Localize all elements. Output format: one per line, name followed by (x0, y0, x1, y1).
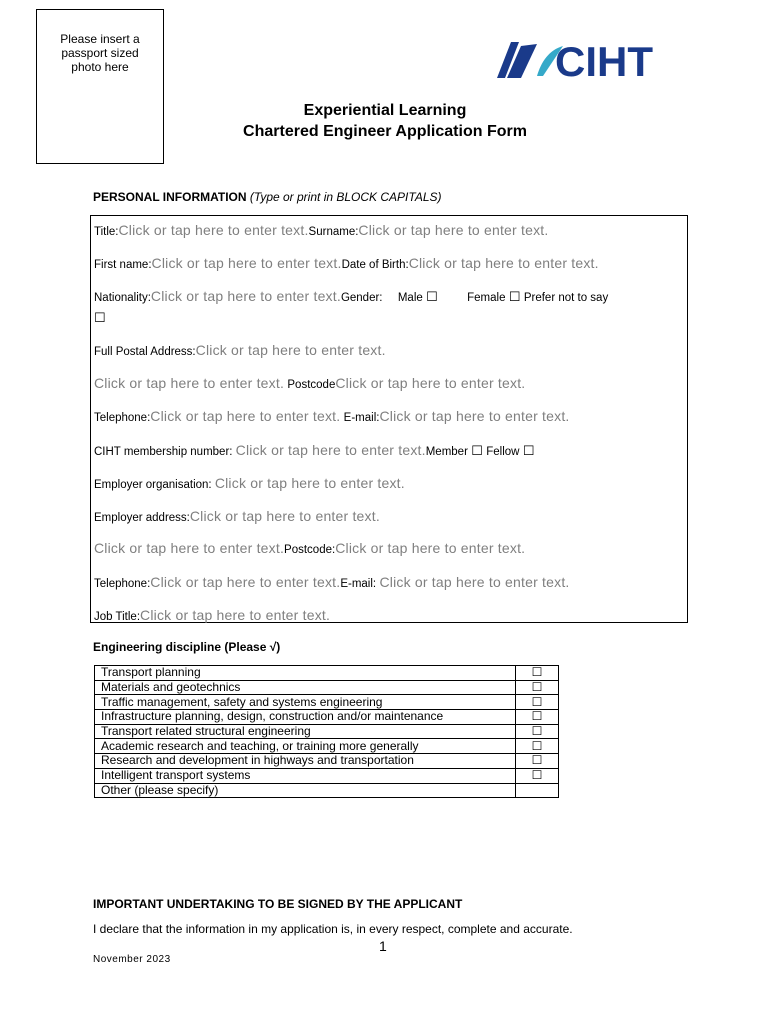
form-title-line-2: Chartered Engineer Application Form (243, 123, 527, 140)
dob-label: Date of Birth: (341, 259, 409, 271)
discipline-checkbox[interactable]: ☐ (516, 739, 559, 754)
firstname-dob-row (94, 255, 599, 271)
prefer-not-checkbox[interactable]: ☐ (94, 310, 106, 325)
employer-org-label: Employer organisation: (94, 479, 215, 491)
form-title-line-1: Experiential Learning (303, 102, 467, 119)
table-row (95, 680, 559, 695)
telephone-email-row (94, 408, 570, 424)
employer-org-row (94, 475, 405, 491)
prefer-not-label: Prefer not to say (523, 292, 609, 304)
male-checkbox[interactable]: ☐ (426, 289, 438, 304)
discipline-checkbox[interactable]: ☐ (516, 724, 559, 739)
membership-label: CIHT membership number: (94, 446, 236, 458)
membership-row (94, 442, 534, 459)
job-title-row (94, 607, 330, 623)
discipline-label: Intelligent transport systems (95, 768, 516, 783)
undertaking-heading: IMPORTANT UNDERTAKING TO BE SIGNED BY THE APPLICANT (93, 897, 463, 911)
employer-address-label: Employer address: (94, 512, 190, 524)
membership-field[interactable]: Click or tap here to enter text. (235, 442, 426, 458)
table-row (95, 666, 559, 681)
female-checkbox[interactable]: ☐ (508, 289, 521, 304)
ciht-logo (497, 42, 679, 78)
telephone-label: Telephone: (94, 412, 151, 424)
discipline-checkbox[interactable]: ☐ (516, 754, 559, 769)
employer-telephone-email-row (94, 574, 570, 590)
postcode-label: Postcode (287, 379, 336, 391)
member-label: Member (425, 446, 468, 458)
logo-text: CIHT (555, 42, 653, 78)
telephone-field[interactable]: Click or tap here to enter text. (150, 408, 341, 424)
title-surname-row (94, 222, 548, 238)
job-title-field[interactable]: Click or tap here to enter text. (140, 607, 331, 623)
discipline-label: Transport planning (95, 666, 516, 681)
address-label: Full Postal Address: (94, 346, 196, 358)
table-row (95, 754, 559, 769)
address-line-2-field[interactable]: Click or tap here to enter text. (94, 375, 285, 391)
table-row (95, 783, 559, 798)
member-checkbox[interactable]: ☐ (471, 443, 483, 458)
table-row (95, 739, 559, 754)
employer-address-line-2-field[interactable]: Click or tap here to enter text. (94, 540, 285, 556)
employer-address-field[interactable]: Click or tap here to enter text. (189, 508, 380, 524)
prefer-not-row (94, 310, 106, 326)
employer-address-row (94, 508, 380, 524)
employer-postcode-field[interactable]: Click or tap here to enter text. (335, 540, 526, 556)
employer-org-field[interactable]: Click or tap here to enter text. (214, 475, 405, 491)
personal-info-box (90, 215, 688, 623)
nationality-label: Nationality: (94, 292, 151, 304)
discipline-checkbox[interactable]: ☐ (516, 666, 559, 681)
fellow-label: Fellow (486, 446, 520, 458)
address-field[interactable]: Click or tap here to enter text. (195, 342, 386, 358)
postcode-field[interactable]: Click or tap here to enter text. (335, 375, 526, 391)
personal-info-note: (Type or print in BLOCK CAPITALS) (249, 190, 442, 204)
table-row (95, 710, 559, 725)
discipline-heading: Engineering discipline (Please √) (93, 640, 281, 654)
address-row (94, 342, 386, 358)
job-title-label: Job Title: (94, 611, 141, 623)
discipline-table (94, 665, 559, 798)
declaration-text: I declare that the information in my application is, in every respect, complete and accurate. (93, 922, 573, 936)
employer-email-label: E-mail: (340, 578, 377, 590)
fellow-checkbox[interactable]: ☐ (522, 443, 535, 458)
female-label: Female (467, 292, 506, 304)
discipline-label: Transport related structural engineering (95, 724, 516, 739)
discipline-checkbox[interactable]: ☐ (516, 680, 559, 695)
first-name-field[interactable]: Click or tap here to enter text. (151, 255, 342, 271)
employer-email-field[interactable]: Click or tap here to enter text. (379, 574, 570, 590)
title-field[interactable]: Click or tap here to enter text. (118, 222, 309, 238)
discipline-other-field[interactable] (516, 783, 559, 798)
email-label: E-mail: (343, 412, 380, 424)
discipline-label: Traffic management, safety and systems engineering (95, 695, 516, 710)
nationality-field[interactable]: Click or tap here to enter text. (150, 288, 341, 304)
employer-postcode-row (94, 540, 525, 556)
gender-label: Gender: (340, 292, 383, 304)
table-row (95, 768, 559, 783)
male-label: Male (397, 292, 423, 304)
photo-box-line-1: Please insert a (60, 32, 140, 46)
discipline-label: Infrastructure planning, design, construction and/or maintenance (95, 710, 516, 725)
discipline-label: Academic research and teaching, or training more generally (95, 739, 516, 754)
table-row (95, 724, 559, 739)
discipline-label: Research and development in highways and transportation (95, 754, 516, 769)
address-postcode-row (94, 375, 525, 391)
discipline-checkbox[interactable]: ☐ (516, 768, 559, 783)
photo-box-line-2: passport sized (61, 46, 139, 60)
employer-telephone-field[interactable]: Click or tap here to enter text. (150, 574, 341, 590)
title-label: Title: (94, 226, 119, 238)
nationality-gender-row (94, 288, 608, 305)
dob-field[interactable]: Click or tap here to enter text. (408, 255, 599, 271)
page-number: 1 (379, 938, 387, 954)
discipline-checkbox[interactable]: ☐ (516, 695, 559, 710)
first-name-label: First name: (94, 259, 152, 271)
discipline-label: Materials and geotechnics (95, 680, 516, 695)
employer-postcode-label: Postcode: (284, 544, 336, 556)
email-field[interactable]: Click or tap here to enter text. (379, 408, 570, 424)
discipline-checkbox[interactable]: ☐ (516, 710, 559, 725)
discipline-label: Other (please specify) (95, 783, 516, 798)
surname-field[interactable]: Click or tap here to enter text. (358, 222, 549, 238)
photo-box-line-3: photo here (71, 60, 129, 74)
employer-telephone-label: Telephone: (94, 578, 151, 590)
personal-info-heading: PERSONAL INFORMATION (Type or print in BLOCK CAPITALS) (93, 190, 442, 204)
table-row (95, 695, 559, 710)
footer-date: November 2023 (93, 954, 171, 965)
surname-label: Surname: (308, 226, 359, 238)
